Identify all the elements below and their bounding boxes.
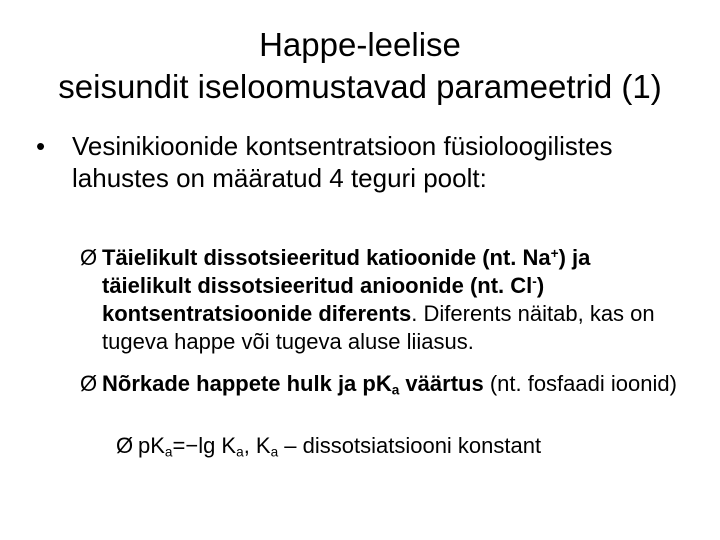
slide-title — [0, 24, 720, 108]
formula-part-1: pK — [138, 433, 165, 458]
sub-sub-bullet-pka — [116, 432, 676, 460]
pka-formula-text — [116, 432, 676, 460]
slide-title-line-2: seisundit iseloomustavad parameetrid (1) — [58, 68, 662, 105]
sub-bullet-bold-a: Nõrkade happete hulk ja pK — [102, 371, 392, 396]
sub-bullet-bold-c: ) kontsentratsioonide diferents — [102, 273, 545, 326]
subscript-a: a — [270, 444, 279, 460]
formula-part-3: , K — [243, 433, 271, 458]
chloride-charge: - — [532, 274, 537, 290]
formula-part-4: – dissotsiatsiooni konstant — [278, 433, 542, 458]
sodium-charge: + — [550, 246, 559, 262]
subscript-a: a — [164, 444, 173, 460]
sub-bullet-bold-b: väärtus — [399, 371, 484, 396]
bullet-main — [36, 130, 686, 194]
bullet-main-text: Vesinikioonide kontsentratsioon füsioloogilistes lahustes on määratud 4 teguri poolt: — [72, 131, 613, 193]
sub-bullet-bold-a: Täielikult dissotsieeritud katioonide (nt. Na — [102, 245, 551, 270]
subscript-a: a — [236, 444, 244, 460]
sub-bullet-ion-difference — [80, 244, 680, 356]
arrow-bullet-icon: Ø — [116, 433, 134, 458]
subscript-a: a — [391, 382, 400, 398]
sub-bullet-weak-acids-text — [80, 370, 680, 398]
sub-bullet-weak-acids — [80, 370, 680, 398]
sub-bullet-bold-b: ) ja täielikult dissotsieeritud anioonide (nt. Cl — [102, 245, 591, 298]
sub-bullet-normal: (nt. fosfaadi ioonid) — [483, 371, 677, 396]
arrow-bullet-icon: Ø — [80, 245, 98, 270]
slide-title-line-1: Happe-leelise — [259, 26, 461, 63]
sub-bullet-ion-difference-text — [80, 244, 680, 356]
formula-part-2: =−lg K — [172, 433, 237, 458]
sub-bullet-normal: . Diferents näitab, kas on tugeva happe või tugeva aluse liiasus. — [102, 301, 655, 354]
arrow-bullet-icon: Ø — [80, 371, 98, 396]
bullet-dot-icon: • — [36, 131, 46, 161]
